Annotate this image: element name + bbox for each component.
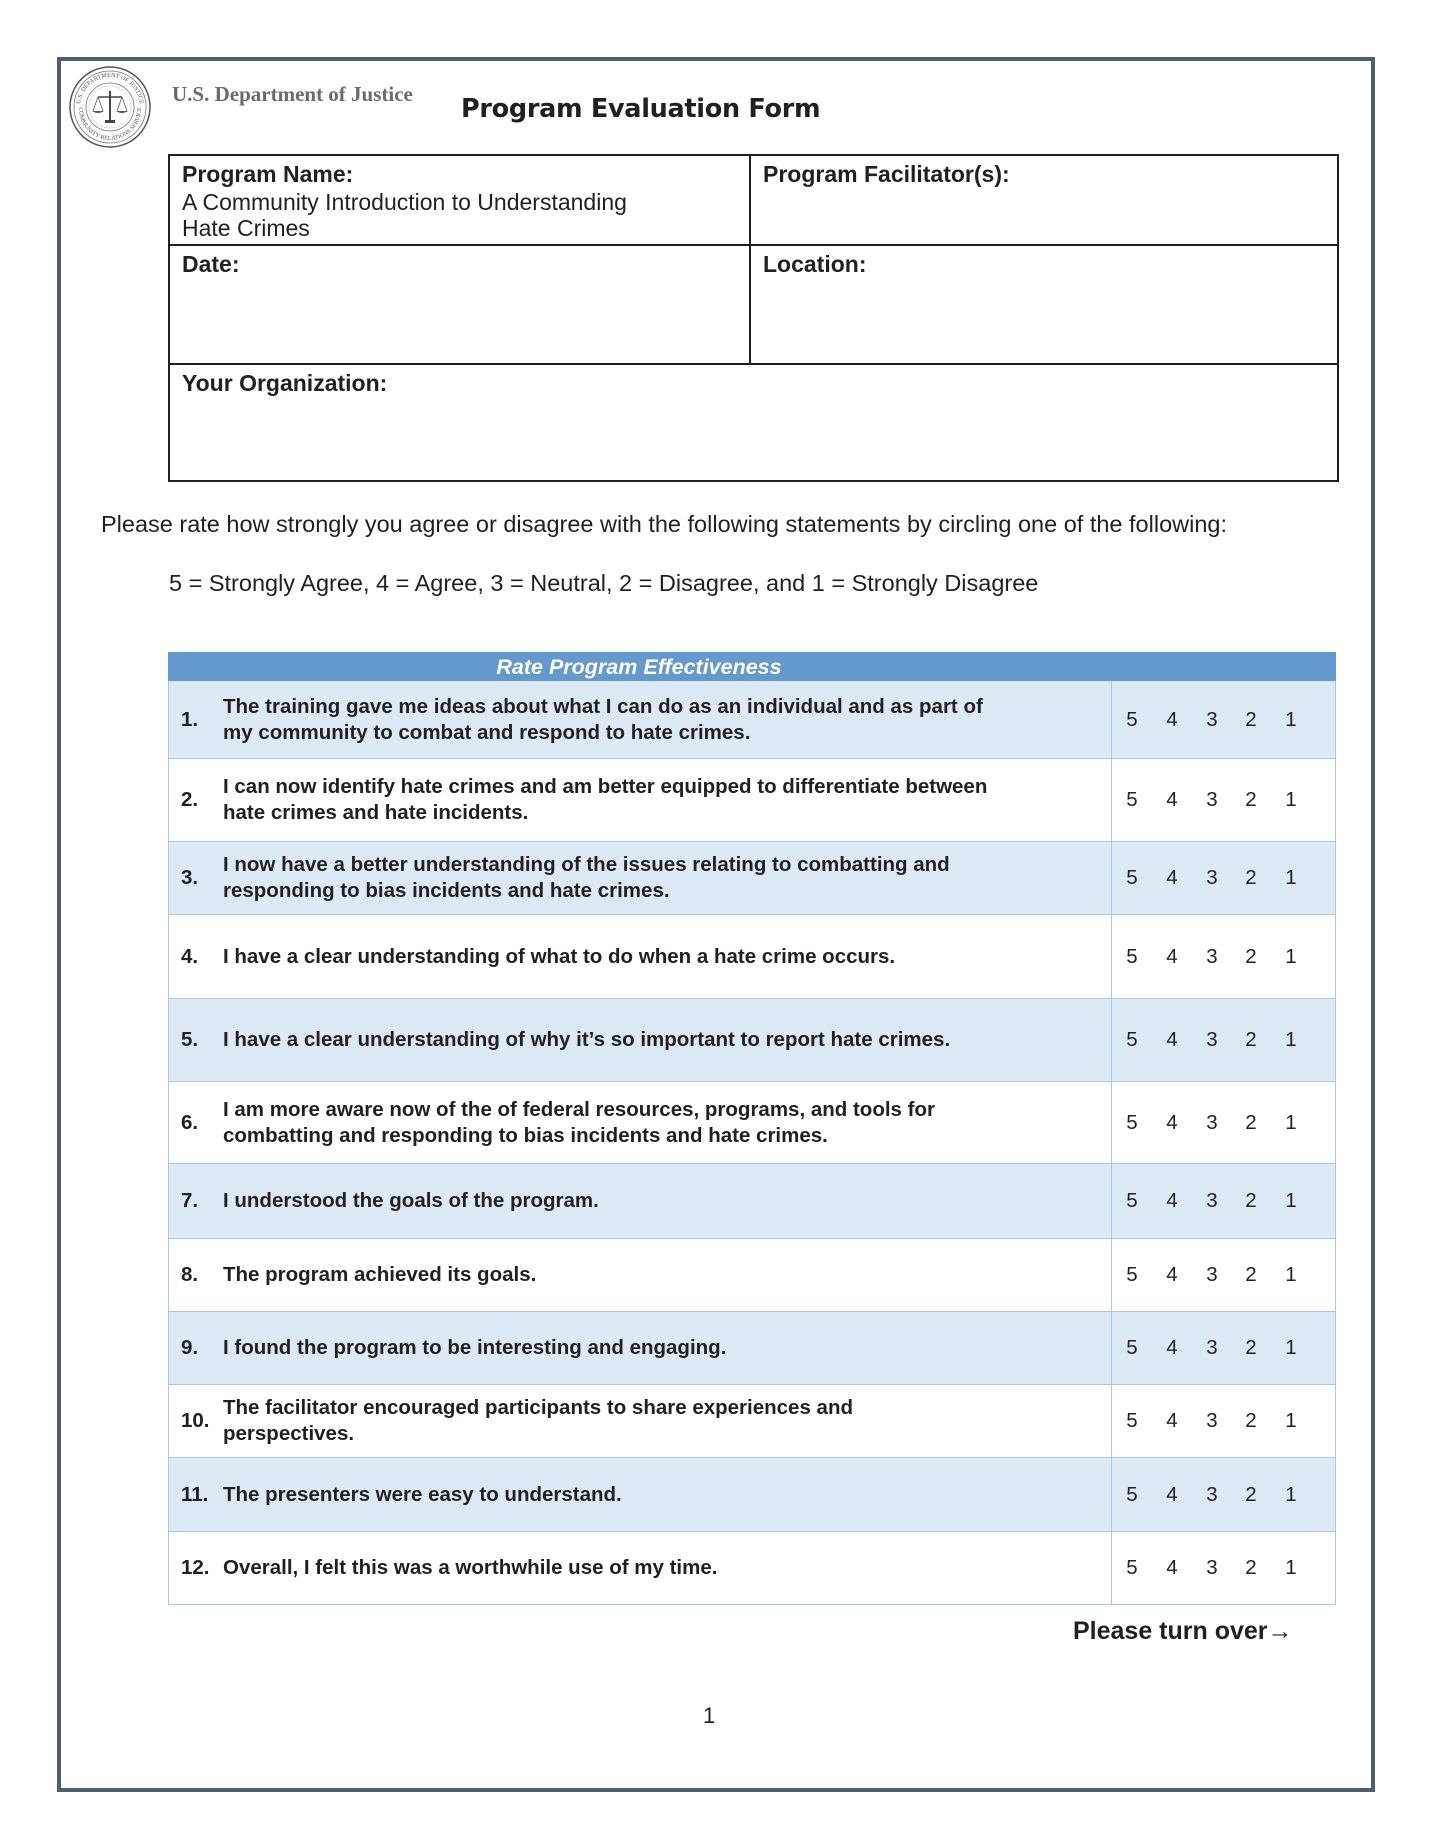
- statement-number: 4.: [181, 944, 199, 968]
- organization-field[interactable]: [170, 365, 1337, 480]
- rating-option-1[interactable]: 1: [1285, 1409, 1297, 1432]
- statement-cell: [169, 1458, 1112, 1531]
- rating-row: [168, 1532, 1336, 1605]
- program-name-value: A Community Introduction to Understanding: [182, 189, 627, 215]
- statement-line: perspectives.: [223, 1422, 355, 1445]
- facilitators-field[interactable]: [751, 156, 1337, 245]
- rating-option-1[interactable]: 1: [1285, 1263, 1297, 1286]
- facilitators-label: Program Facilitator(s):: [763, 161, 1010, 187]
- rating-option-4[interactable]: 4: [1166, 1556, 1178, 1579]
- rating-option-2[interactable]: 2: [1245, 866, 1257, 889]
- statement-number: 6.: [181, 1110, 199, 1134]
- rating-table-title: Rate Program Effectiveness: [496, 655, 782, 679]
- rating-options: [1112, 1532, 1335, 1604]
- statement-text: [223, 1482, 1103, 1508]
- rating-options: [1112, 1239, 1335, 1311]
- rating-row: [168, 1385, 1336, 1458]
- rating-row: [168, 842, 1336, 915]
- rating-option-1[interactable]: 1: [1285, 1110, 1297, 1134]
- statement-line: responding to bias incidents and hate crimes.: [223, 879, 670, 902]
- statement-line: The training gave me ideas about what I can do as an individual and as part of: [223, 694, 983, 718]
- rating-row: [168, 1082, 1336, 1164]
- doj-seal-icon: [68, 65, 152, 149]
- rating-option-3[interactable]: 3: [1206, 1189, 1218, 1212]
- statement-number: 9.: [181, 1336, 199, 1359]
- rating-options: [1112, 759, 1335, 841]
- rating-option-5[interactable]: 5: [1126, 1189, 1138, 1212]
- rating-option-1[interactable]: 1: [1285, 1556, 1297, 1579]
- rating-option-5[interactable]: 5: [1126, 1556, 1138, 1579]
- rating-options: [1112, 1385, 1335, 1457]
- rating-option-2[interactable]: 2: [1245, 1189, 1257, 1212]
- rating-scale-legend: 5 = Strongly Agree, 4 = Agree, 3 = Neutral, 2 = Disagree, and 1 = Strongly Disagree: [169, 570, 1039, 596]
- rating-row: [168, 915, 1336, 999]
- rating-option-5[interactable]: 5: [1126, 1482, 1138, 1506]
- rating-options: [1112, 1458, 1335, 1531]
- rating-option-5[interactable]: 5: [1126, 1110, 1138, 1134]
- rating-option-1[interactable]: 1: [1285, 1336, 1297, 1359]
- rating-option-1[interactable]: 1: [1285, 1028, 1297, 1051]
- statement-cell: [169, 1082, 1112, 1163]
- arrow-right-icon: →: [1267, 1617, 1293, 1645]
- rating-table-header: [168, 652, 1336, 681]
- rating-option-5[interactable]: 5: [1126, 944, 1138, 968]
- program-info-table: [168, 154, 1339, 482]
- rating-options: [1112, 842, 1335, 914]
- statement-line: I found the program to be interesting and engaging.: [223, 1336, 727, 1359]
- statement-number: 11.: [181, 1482, 209, 1506]
- rating-option-4[interactable]: 4: [1166, 866, 1178, 889]
- rating-option-2[interactable]: 2: [1245, 1263, 1257, 1286]
- statement-text: [223, 1262, 1103, 1288]
- statement-number: 10.: [181, 1409, 210, 1432]
- rating-option-5[interactable]: 5: [1126, 1336, 1138, 1359]
- statement-text: [223, 1188, 1103, 1214]
- organization-label: Your Organization:: [182, 370, 388, 396]
- rating-options: [1112, 1164, 1335, 1238]
- statement-line: The presenters were easy to understand.: [223, 1482, 622, 1506]
- statement-line: I can now identify hate crimes and am better equipped to differentiate between: [223, 775, 988, 798]
- statement-cell: [169, 1164, 1112, 1238]
- rating-option-4[interactable]: 4: [1166, 1482, 1178, 1506]
- rating-option-1[interactable]: 1: [1285, 707, 1297, 731]
- svg-text:COMMUNITY RELATIONS SERVICE: COMMUNITY RELATIONS SERVICE: [76, 107, 144, 143]
- date-field[interactable]: [170, 246, 750, 364]
- statement-cell: [169, 1239, 1112, 1311]
- rating-option-4[interactable]: 4: [1166, 1028, 1178, 1051]
- statement-cell: [169, 681, 1112, 758]
- rating-option-3[interactable]: 3: [1206, 1110, 1218, 1134]
- rating-option-3[interactable]: 3: [1206, 1556, 1218, 1579]
- rating-option-3[interactable]: 3: [1206, 1028, 1218, 1051]
- rating-option-5[interactable]: 5: [1126, 1263, 1138, 1286]
- rating-option-4[interactable]: 4: [1166, 1409, 1178, 1432]
- rating-option-2[interactable]: 2: [1245, 1110, 1257, 1134]
- rating-option-1[interactable]: 1: [1285, 788, 1297, 811]
- rating-row: [168, 1312, 1336, 1385]
- turn-over-note: [1073, 1617, 1293, 1646]
- statement-line: I am more aware now of the of federal resources, programs, and tools for: [223, 1097, 935, 1121]
- rating-options: [1112, 915, 1335, 998]
- rating-option-2[interactable]: 2: [1245, 788, 1257, 811]
- rating-row: [168, 759, 1336, 842]
- rating-option-4[interactable]: 4: [1166, 1110, 1178, 1134]
- statement-line: combatting and responding to bias incidents and hate crimes.: [223, 1123, 828, 1147]
- rating-option-1[interactable]: 1: [1285, 944, 1297, 968]
- rating-option-3[interactable]: 3: [1206, 866, 1218, 889]
- statement-line: The facilitator encouraged participants to share experiences and: [223, 1396, 853, 1419]
- statement-line: my community to combat and respond to hate crimes.: [223, 720, 751, 744]
- date-label: Date:: [182, 251, 240, 277]
- rating-option-2[interactable]: 2: [1245, 1028, 1257, 1051]
- rating-option-4[interactable]: 4: [1166, 707, 1178, 731]
- turn-over-label: Please turn over: [1073, 1617, 1268, 1645]
- statement-cell: [169, 1532, 1112, 1604]
- page-title: Program Evaluation Form: [461, 94, 821, 124]
- rating-option-2[interactable]: 2: [1245, 944, 1257, 968]
- rating-option-5[interactable]: 5: [1126, 1028, 1138, 1051]
- rating-options: [1112, 1082, 1335, 1163]
- statement-line: I understood the goals of the program.: [223, 1189, 599, 1212]
- rating-row: [168, 1239, 1336, 1312]
- rating-option-3[interactable]: 3: [1206, 1409, 1218, 1432]
- rating-row: [168, 1164, 1336, 1239]
- rating-options: [1112, 999, 1335, 1081]
- rating-options: [1112, 1312, 1335, 1384]
- statement-text: [223, 1335, 1103, 1361]
- statement-cell: [169, 1385, 1112, 1457]
- statement-text: [223, 1395, 1103, 1447]
- statement-cell: [169, 1312, 1112, 1384]
- rating-option-1[interactable]: 1: [1285, 1482, 1297, 1506]
- rating-option-4[interactable]: 4: [1166, 788, 1178, 811]
- rating-option-2[interactable]: 2: [1245, 1556, 1257, 1579]
- statement-cell: [169, 999, 1112, 1081]
- statement-line: I now have a better understanding of the issues relating to combatting and: [223, 853, 950, 876]
- program-name-value-cont: Hate Crimes: [182, 215, 310, 241]
- rating-option-4[interactable]: 4: [1166, 1336, 1178, 1359]
- statement-number: 1.: [181, 707, 199, 731]
- rating-row: [168, 1458, 1336, 1532]
- rating-option-2[interactable]: 2: [1245, 1409, 1257, 1432]
- statement-text: [223, 1097, 1103, 1149]
- rating-option-5[interactable]: 5: [1126, 866, 1138, 889]
- rating-option-1[interactable]: 1: [1285, 1189, 1297, 1212]
- rating-instructions: Please rate how strongly you agree or disagree with the following statements by circling one of the following:: [101, 511, 1228, 537]
- rating-option-2[interactable]: 2: [1245, 707, 1257, 731]
- statement-text: [223, 1555, 1103, 1581]
- statement-line: hate crimes and hate incidents.: [223, 801, 529, 824]
- statement-number: 12.: [181, 1556, 210, 1579]
- location-label: Location:: [763, 251, 867, 277]
- rating-option-3[interactable]: 3: [1206, 1482, 1218, 1506]
- statement-text: [223, 1027, 1103, 1053]
- rating-option-5[interactable]: 5: [1126, 1409, 1138, 1432]
- program-name-label: Program Name:: [182, 161, 354, 187]
- statement-line: Overall, I felt this was a worthwhile use of my time.: [223, 1556, 718, 1579]
- statement-cell: [169, 915, 1112, 998]
- rating-option-4[interactable]: 4: [1166, 1263, 1178, 1286]
- rating-option-5[interactable]: 5: [1126, 788, 1138, 811]
- statement-text: [223, 852, 1103, 904]
- rating-option-3[interactable]: 3: [1206, 1263, 1218, 1286]
- rating-option-3[interactable]: 3: [1206, 944, 1218, 968]
- statement-line: The program achieved its goals.: [223, 1263, 537, 1286]
- statement-text: [223, 944, 1103, 970]
- rating-option-4[interactable]: 4: [1166, 1189, 1178, 1212]
- statement-cell: [169, 759, 1112, 841]
- rating-row: [168, 681, 1336, 759]
- location-field[interactable]: [751, 246, 1337, 364]
- rating-option-2[interactable]: 2: [1245, 1336, 1257, 1359]
- statement-line: I have a clear understanding of why it’s so important to report hate crimes.: [223, 1028, 951, 1051]
- rating-table: [168, 652, 1336, 1605]
- rating-option-3[interactable]: 3: [1206, 788, 1218, 811]
- agency-name: U.S. Department of Justice: [172, 82, 413, 106]
- svg-text:U.S. DEPARTMENT OF JUSTICE: U.S. DEPARTMENT OF JUSTICE: [75, 71, 145, 105]
- rating-option-1[interactable]: 1: [1285, 866, 1297, 889]
- statement-number: 2.: [181, 788, 199, 811]
- page-number: 1: [703, 1703, 716, 1728]
- statement-cell: [169, 842, 1112, 914]
- statement-text: [223, 774, 1103, 826]
- statement-line: I have a clear understanding of what to do when a hate crime occurs.: [223, 944, 896, 968]
- rating-option-2[interactable]: 2: [1245, 1482, 1257, 1506]
- statement-text: [223, 694, 1103, 746]
- rating-option-5[interactable]: 5: [1126, 707, 1138, 731]
- statement-number: 8.: [181, 1263, 199, 1286]
- rating-option-4[interactable]: 4: [1166, 944, 1178, 968]
- rating-options: [1112, 681, 1335, 758]
- statement-number: 3.: [181, 866, 199, 889]
- program-name-field[interactable]: [170, 156, 750, 245]
- rating-option-3[interactable]: 3: [1206, 1336, 1218, 1359]
- statement-number: 7.: [181, 1189, 199, 1212]
- rating-row: [168, 999, 1336, 1082]
- statement-number: 5.: [181, 1028, 199, 1051]
- rating-option-3[interactable]: 3: [1206, 707, 1218, 731]
